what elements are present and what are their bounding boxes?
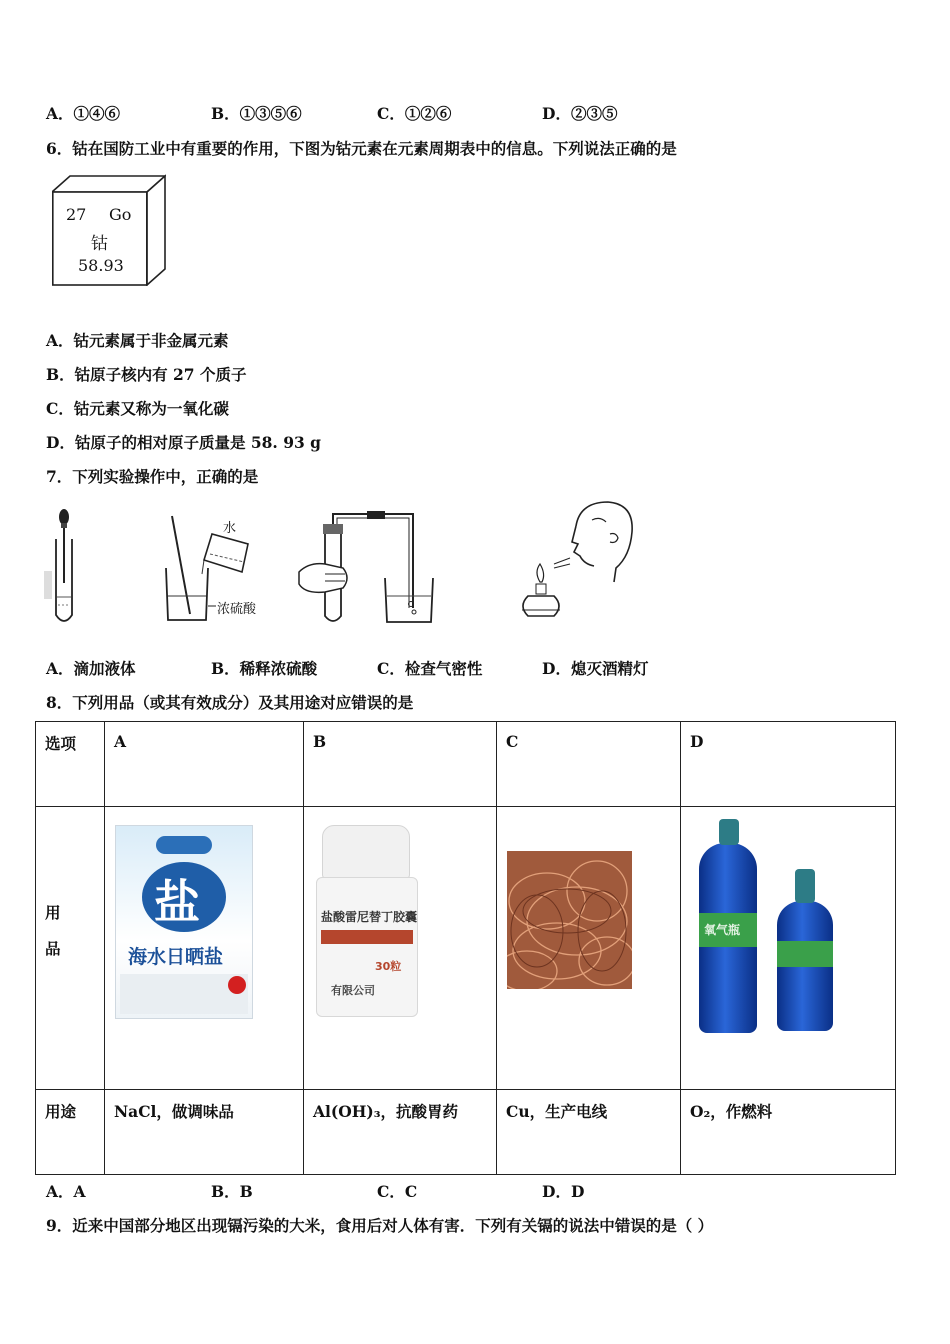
q8-option-b[interactable]: B．B <box>211 1182 253 1201</box>
element-mass: 58.93 <box>78 256 124 275</box>
use-cell: NaCl，做调味品 <box>105 1090 304 1175</box>
oxygen-cylinder-image-cell <box>681 807 896 1090</box>
element-number: 27 <box>66 205 87 224</box>
row-label-char: 品 <box>45 939 61 958</box>
header-cell: 选项 <box>36 722 105 807</box>
element-symbol: Go <box>109 205 132 224</box>
bottle-cap <box>322 825 410 879</box>
q6-option-a[interactable]: A．钴元素属于非金属元素 <box>46 331 229 350</box>
table-row <box>36 807 896 1090</box>
q5-option-b[interactable]: B．①③⑤⑥ <box>211 104 302 123</box>
table-row <box>36 1090 896 1175</box>
table-header-row <box>36 722 896 807</box>
q7-option-a[interactable]: A．滴加液体 <box>46 659 136 678</box>
alcohol-lamp-figure <box>518 498 643 626</box>
q7-option-b[interactable]: B．稀释浓硫酸 <box>211 659 318 678</box>
q6-option-d[interactable]: D．钴原子的相对原子质量是 58. 93 g <box>46 433 322 452</box>
row-label <box>36 807 105 1090</box>
dropper-figure <box>40 505 90 630</box>
element-card <box>52 174 166 286</box>
q9-stem: 9．近来中国部分地区出现镉污染的大米，食用后对人体有害．下列有关镉的说法中错误的是（ ） <box>46 1216 714 1235</box>
q5-option-d[interactable]: D．②③⑤ <box>542 104 618 123</box>
cylinder-label: 氧气瓶 <box>704 923 741 937</box>
q6-option-c[interactable]: C．钴元素又称为一氧化碳 <box>46 399 229 418</box>
oxygen-cylinder-large <box>699 843 757 1033</box>
q7-option-c[interactable]: C．检查气密性 <box>377 659 483 678</box>
q7-stem: 7．下列实验操作中，正确的是 <box>46 467 259 486</box>
pill-bottle-image-cell <box>304 807 497 1090</box>
pill-label: 盐酸雷尼替丁胶囊 <box>321 910 418 924</box>
salt-brand: 海水日晒盐 <box>128 946 224 968</box>
oxygen-cylinder-small <box>777 901 833 1031</box>
q8-stem: 8．下列用品（或其有效成分）及其用途对应错误的是 <box>46 693 414 712</box>
q8-option-c[interactable]: C．C <box>377 1182 418 1201</box>
pill-maker: 有限公司 <box>331 984 375 997</box>
q8-option-d[interactable]: D．D <box>542 1182 585 1201</box>
acid-label: 浓硫酸 <box>217 602 257 617</box>
pill-count: 30粒 <box>375 960 402 973</box>
q8-option-a[interactable]: A．A <box>46 1182 86 1201</box>
q5-option-c[interactable]: C．①②⑥ <box>377 104 452 123</box>
row-label-char: 用 <box>45 903 61 922</box>
use-cell: O₂，作燃料 <box>681 1090 896 1175</box>
use-cell: Cu，生产电线 <box>497 1090 681 1175</box>
copper-wire-image-cell <box>497 807 681 1090</box>
salt-package <box>115 825 253 1019</box>
q6-option-b[interactable]: B．钴原子核内有 27 个质子 <box>46 365 247 384</box>
q5-option-a[interactable]: A．①④⑥ <box>46 104 121 123</box>
element-name: 钴 <box>91 234 108 254</box>
airtight-figure <box>295 508 440 630</box>
header-cell: D <box>681 722 896 807</box>
q7-option-d[interactable]: D．熄灭酒精灯 <box>542 659 649 678</box>
copper-wire-photo <box>507 851 632 989</box>
q8-table <box>35 721 896 1175</box>
salt-big-char: 盐 <box>154 875 200 929</box>
salt-image-cell <box>105 807 304 1090</box>
uses-label: 用途 <box>36 1090 105 1175</box>
water-label: 水 <box>223 521 237 536</box>
header-cell: A <box>105 722 304 807</box>
header-cell: B <box>304 722 497 807</box>
pill-bottle <box>316 877 418 1017</box>
q6-stem: 6．钴在国防工业中有重要的作用，下图为钴元素在元素周期表中的信息。下列说法正确的是 <box>46 139 677 158</box>
header-cell: C <box>497 722 681 807</box>
use-cell: Al(OH)₃，抗酸胃药 <box>304 1090 497 1175</box>
